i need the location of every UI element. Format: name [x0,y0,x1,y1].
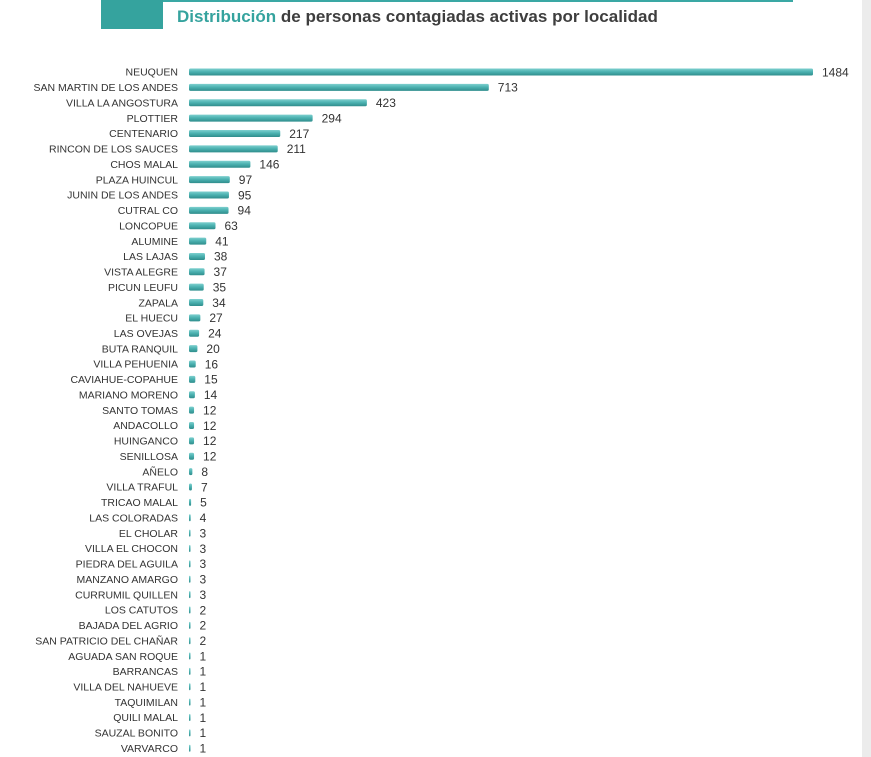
value-label-los-catutos: 2 [199,603,207,618]
bar-santo-tomas [189,407,194,414]
value-label-quili-malal: 1 [199,710,207,725]
bar-tricao-malal [189,499,191,506]
bar-vista-alegre [189,268,205,275]
category-label-manzano-amargo: MANZANO AMARGO [76,573,178,586]
value-label-el-cholar: 3 [199,526,207,541]
value-label-las-lajas: 38 [213,249,228,264]
category-label-neuquen: NEUQUEN [125,66,178,79]
bar-cutral-co [189,207,229,214]
value-label-senillosa: 12 [203,449,217,464]
bar-los-catutos [189,606,191,613]
bar-neuquen [189,69,813,76]
bar-loncopue [189,222,215,229]
value-label-villa-pehuenia: 16 [204,357,219,372]
bar-san-martin-de-los-andes [189,84,489,91]
value-label-andacollo: 12 [203,418,217,433]
value-label-anelo: 8 [201,464,209,479]
bar-caviahue-copahue [189,376,195,383]
value-label-san-patricio-del-chanar: 2 [199,633,207,648]
bar-chos-malal [189,161,250,168]
category-label-caviahue-copahue: CAVIAHUE-COPAHUE [70,374,178,387]
bar-buta-ranquil [189,345,197,352]
bar-las-lajas [189,253,205,260]
category-label-junin-de-los-andes: JUNIN DE LOS ANDES [67,189,178,202]
bar-rincon-de-los-sauces [189,145,278,152]
category-label-taquimilan: TAQUIMILAN [114,696,178,709]
bar-el-huecu [189,314,200,321]
value-label-chos-malal: 146 [259,157,280,172]
value-label-manzano-amargo: 3 [199,572,207,587]
category-label-cutral-co: CUTRAL CO [117,205,178,218]
value-label-el-huecu: 27 [209,311,223,326]
bar-huinganco [189,437,194,444]
value-label-vista-alegre: 37 [213,265,227,280]
category-label-alumine: ALUMINE [131,235,178,248]
category-label-andacollo: ANDACOLLO [113,420,178,433]
category-label-las-coloradas: LAS COLORADAS [89,512,178,525]
value-label-neuquen: 1484 [822,65,849,80]
bar-sauzal-bonito [189,729,191,736]
bar-andacollo [189,422,194,429]
category-label-el-cholar: EL CHOLAR [118,527,178,540]
value-label-piedra-del-aguila: 3 [199,557,207,572]
category-label-rincon-de-los-sauces: RINCON DE LOS SAUCES [49,143,178,156]
chart-title-rest: de personas contagiadas activas por localidad [276,7,658,26]
bar-villa-pehuenia [189,361,196,368]
bar-currumil-quillen [189,591,191,598]
category-label-sauzal-bonito: SAUZAL BONITO [94,727,178,740]
bar-mariano-moreno [189,391,195,398]
category-label-villa-el-chocon: VILLA EL CHOCON [85,543,178,556]
bar-picun-leufu [189,284,204,291]
value-label-cutral-co: 94 [237,203,251,218]
value-label-plaza-huincul: 97 [238,172,253,187]
category-label-tricao-malal: TRICAO MALAL [100,497,178,510]
bar-junin-de-los-andes [189,191,229,198]
bar-villa-traful [189,483,192,490]
value-label-picun-leufu: 35 [212,280,227,295]
bar-senillosa [189,453,194,460]
category-label-plottier: PLOTTIER [126,112,178,125]
bar-el-cholar [189,530,191,537]
category-label-villa-del-nahueve: VILLA DEL NAHUEVE [73,681,178,694]
value-label-huinganco: 12 [203,434,217,449]
value-label-buta-ranquil: 20 [206,341,220,356]
value-label-currumil-quillen: 3 [199,587,207,602]
category-label-el-huecu: EL HUECU [125,312,178,325]
bar-barrancas [189,668,191,675]
bar-bajada-del-agrio [189,622,191,629]
category-label-loncopue: LONCOPUE [119,220,178,233]
value-label-villa-traful: 7 [200,480,208,495]
category-label-mariano-moreno: MARIANO MORENO [78,389,178,402]
value-label-aguada-san-roque: 1 [199,649,207,664]
value-label-las-coloradas: 4 [199,511,207,526]
category-label-san-patricio-del-chanar: SAN PATRICIO DEL CHAÑAR [35,635,178,648]
value-label-villa-del-nahueve: 1 [199,680,207,695]
value-label-zapala: 34 [212,295,226,310]
value-label-bajada-del-agrio: 2 [199,618,207,633]
value-label-barrancas: 1 [199,664,207,679]
value-label-tricao-malal: 5 [200,495,207,510]
value-label-sauzal-bonito: 1 [199,726,207,741]
category-label-varvarco: VARVARCO [120,742,178,755]
chart-title-highlight: Distribución [177,7,277,26]
category-label-anelo: AÑELO [142,466,178,479]
value-label-junin-de-los-andes: 95 [237,188,252,203]
value-label-loncopue: 63 [224,219,238,233]
category-label-senillosa: SENILLOSA [119,450,178,463]
value-label-rincon-de-los-sauces: 211 [286,142,306,157]
value-label-las-ovejas: 24 [208,326,222,341]
category-label-vista-alegre: VISTA ALEGRE [104,266,178,279]
category-label-buta-ranquil: BUTA RANQUIL [101,343,178,356]
bar-varvarco [189,745,191,752]
bar-aguada-san-roque [189,653,191,660]
bar-piedra-del-aguila [189,560,191,567]
category-label-huinganco: HUINGANCO [113,435,178,448]
bar-zapala [189,299,203,306]
bar-centenario [189,130,280,137]
bar-plottier [189,115,313,122]
category-label-san-martin-de-los-andes: SAN MARTIN DE LOS ANDES [33,82,178,95]
category-label-aguada-san-roque: AGUADA SAN ROQUE [68,650,178,663]
bar-taquimilan [189,699,191,706]
value-label-taquimilan: 1 [199,695,207,710]
bar-san-patricio-del-chanar [189,637,191,644]
bar-villa-del-nahueve [189,683,191,690]
category-label-las-ovejas: LAS OVEJAS [113,327,178,340]
category-label-bajada-del-agrio: BAJADA DEL AGRIO [78,620,178,633]
value-label-alumine: 41 [215,234,229,249]
bar-villa-la-angostura [189,99,367,106]
bar-alumine [189,238,206,245]
category-label-villa-la-angostura: VILLA LA ANGOSTURA [65,97,178,110]
category-label-currumil-quillen: CURRUMIL QUILLEN [75,589,178,602]
category-label-los-catutos: LOS CATUTOS [104,604,178,617]
category-label-centenario: CENTENARIO [109,128,178,141]
category-label-chos-malal: CHOS MALAL [110,158,178,171]
category-label-villa-traful: VILLA TRAFUL [106,481,178,494]
value-label-centenario: 217 [289,126,310,141]
category-label-barrancas: BARRANCAS [112,666,178,679]
category-label-las-lajas: LAS LAJAS [123,251,178,264]
category-label-picun-leufu: PICUN LEUFU [107,281,178,294]
category-label-santo-tomas: SANTO TOMAS [102,404,178,417]
bar-las-ovejas [189,330,199,337]
category-label-zapala: ZAPALA [138,297,178,310]
value-label-plottier: 294 [321,111,342,126]
bar-anelo [189,468,192,475]
value-label-san-martin-de-los-andes: 713 [497,80,518,95]
category-label-villa-pehuenia: VILLA PEHUENIA [93,358,178,371]
value-label-varvarco: 1 [199,741,207,756]
bar-manzano-amargo [189,576,191,583]
bar-las-coloradas [189,514,191,521]
bar-villa-el-chocon [189,545,191,552]
category-label-piedra-del-aguila: PIEDRA DEL AGUILA [75,558,178,571]
bar-plaza-huincul [189,176,230,183]
value-label-villa-la-angostura: 423 [375,96,396,111]
value-label-caviahue-copahue: 15 [204,372,218,387]
value-label-santo-tomas: 12 [203,403,217,418]
bar-quili-malal [189,714,191,721]
category-label-quili-malal: QUILI MALAL [113,712,178,725]
category-label-plaza-huincul: PLAZA HUINCUL [95,174,178,187]
value-label-mariano-moreno: 14 [203,388,218,403]
value-label-villa-el-chocon: 3 [199,541,207,556]
